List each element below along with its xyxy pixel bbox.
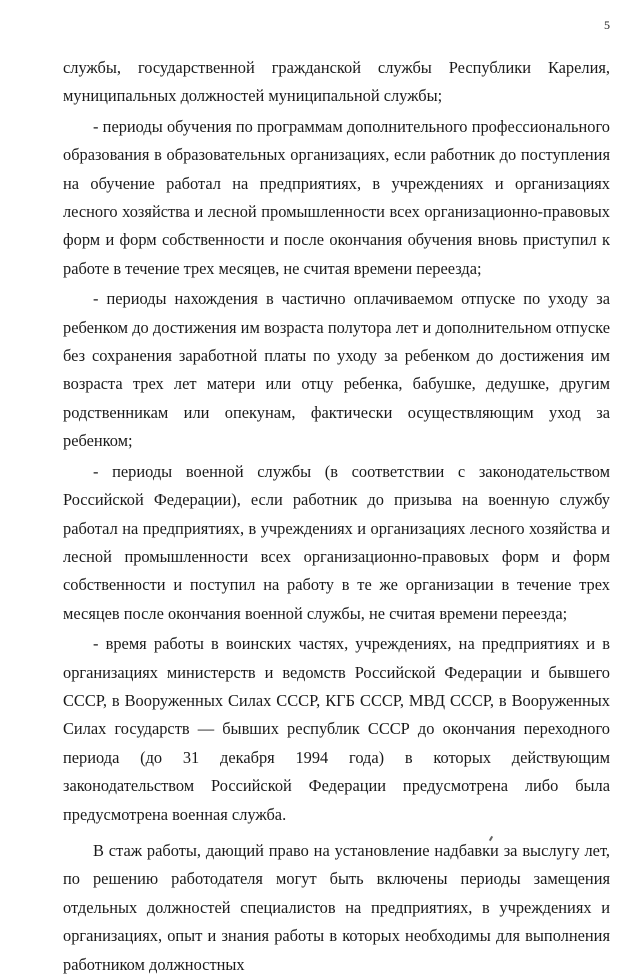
paragraph-childcare-leave: - периоды нахождения в частично оплачиваемом отпуске по уходу за ребенком до достижения им возраста полутора лет и дополнительном отпуске без сохранения заработной платы по уходу за ребенком до достижения им возраста трех лет матери или отцу ребенка, бабушке, дедушке, другим родственникам или опекунам, фактически осуществляющим уход за ребенком; [63, 289, 610, 451]
paragraph-training-periods: - периоды обучения по программам дополнительного профессионального образования в образовательных организациях, если работник до поступления на обучение работал на предприятиях, в учреждениях и организациях лесного хозяйства и лесной промышленности всех организационно-правовых форм и форм собственности и после окончания обучения вновь приступил к работе в течение трех месяцев, не считая времени переезда; [63, 116, 610, 278]
paragraph-military-service: - периоды военной службы (в соответствии с законодательством Российской Федерации), если работник до призыва на военную службу работал на предприятиях, в учреждениях и организациях лесного хозяйства и лесной промышленности всех организационно-правовых форм и форм собственности и поступил на работу в те же организации в течение трех месяцев после окончания военной службы, не считая времени переезда; [63, 461, 610, 623]
page-number: 5 [604, 18, 610, 32]
paragraph-continuation: службы, государственной гражданской службы Республики Карелия, муниципальных должностей муниципальной службы; [63, 58, 610, 106]
paragraph-military-units-work: - время работы в воинских частях, учреждениях, на предприятиях и в организациях министерств и ведомств Российской Федерации и бывшего СССР, в Вооруженных Силах СССР, КГБ СССР, МВД СССР, в Вооруженных Силах государств — бывших республик СССР до окончания переходного периода (до 31 декабря 1994 года) в которых действующим законодательством Российской Федерации предусмотрена либо была предусмотрена военная служба. [63, 634, 610, 824]
document-body [63, 54, 610, 979]
paragraph-work-experience: В стаж работы, дающий право на установление надбавки за выслугу лет, по решению работодателя могут быть включены периоды замещения отдельных должностей специалистов на предприятиях, в учреждениях и организациях, опыт и знания работы в которых необходимы для выполнения работником должностных [63, 840, 610, 974]
